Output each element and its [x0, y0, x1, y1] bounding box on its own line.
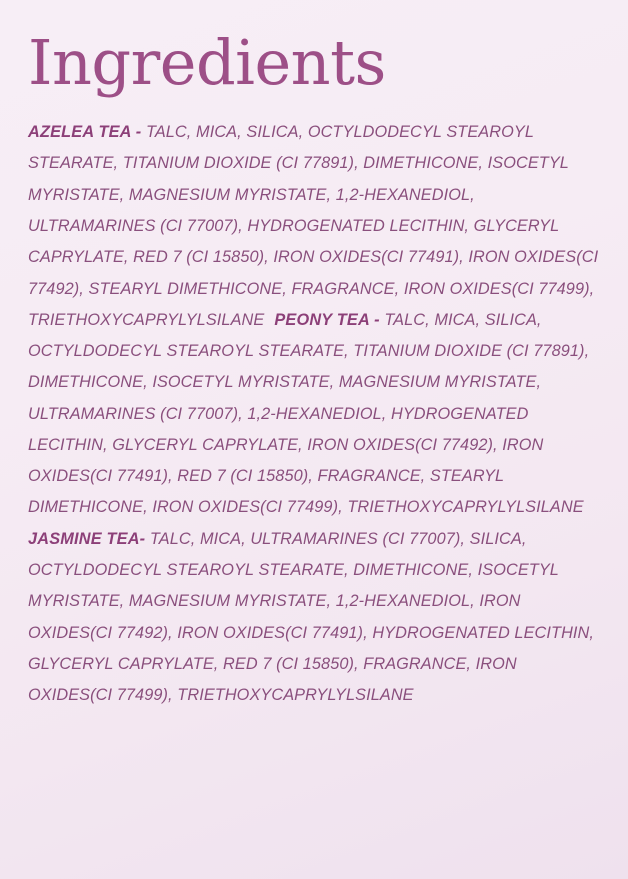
page-title: Ingredients [28, 26, 386, 99]
ingredients-body [28, 117, 600, 711]
ingredients-list-peony-tea: TALC, MICA, SILICA, OCTYLDODECYL STEAROYL STEARATE, TITANIUM DIOXIDE (CI 77891), DIMETHICONE, ISOCETYL MYRISTATE, MAGNESIUM MYRISTATE, ULTRAMARINES (CI 77007), 1,2-HEXANEDIOL, HYDROGENATED LECITHIN, GLYCERYL CAPRYLATE, IRON OXIDES(CI 77492), IRON OXIDES(CI 77491), RED 7 (CI 15850), FRAGRANCE, STEARYL DIMETHICONE, IRON OXIDES(CI 77499), TRIETHOXYCAPRYLYLSILANE [28, 310, 590, 517]
shade-label-peony-tea: PEONY TEA - [274, 310, 380, 329]
ingredients-list-azelea-tea: TALC, MICA, SILICA, OCTYLDODECYL STEAROYL STEARATE, TITANIUM DIOXIDE (CI 77891), DIMETHICONE, ISOCETYL MYRISTATE, MAGNESIUM MYRISTATE, 1,2-HEXANEDIOL, ULTRAMARINES (CI 77007), HYDROGENATED LECITHIN, GLYCERYL CAPRYLATE, RED 7 (CI 15850), IRON OXIDES(CI 77491), IRON OXIDES(CI 77492), STEARYL DIMETHICONE, FRAGRANCE, IRON OXIDES(CI 77499), TRIETHOXYCAPRYLYLSILANE [28, 123, 599, 329]
shade-label-jasmine-tea: JASMINE TEA- [28, 529, 146, 548]
ingredients-list-jasmine-tea: TALC, MICA, ULTRAMARINES (CI 77007), SILICA, OCTYLDODECYL STEAROYL STEARATE, DIMETHICONE, ISOCETYL MYRISTATE, MAGNESIUM MYRISTATE, 1,2-HEXANEDIOL, IRON OXIDES(CI 77492), IRON OXIDES(CI 77491), HYDROGENATED LECITHIN, GLYCERYL CAPRYLATE, RED 7 (CI 15850), FRAGRANCE, IRON OXIDES(CI 77499), TRIETHOXYCAPRYLYLSILANE [28, 529, 595, 705]
shade-label-azelea-tea: AZELEA TEA - [28, 123, 142, 142]
